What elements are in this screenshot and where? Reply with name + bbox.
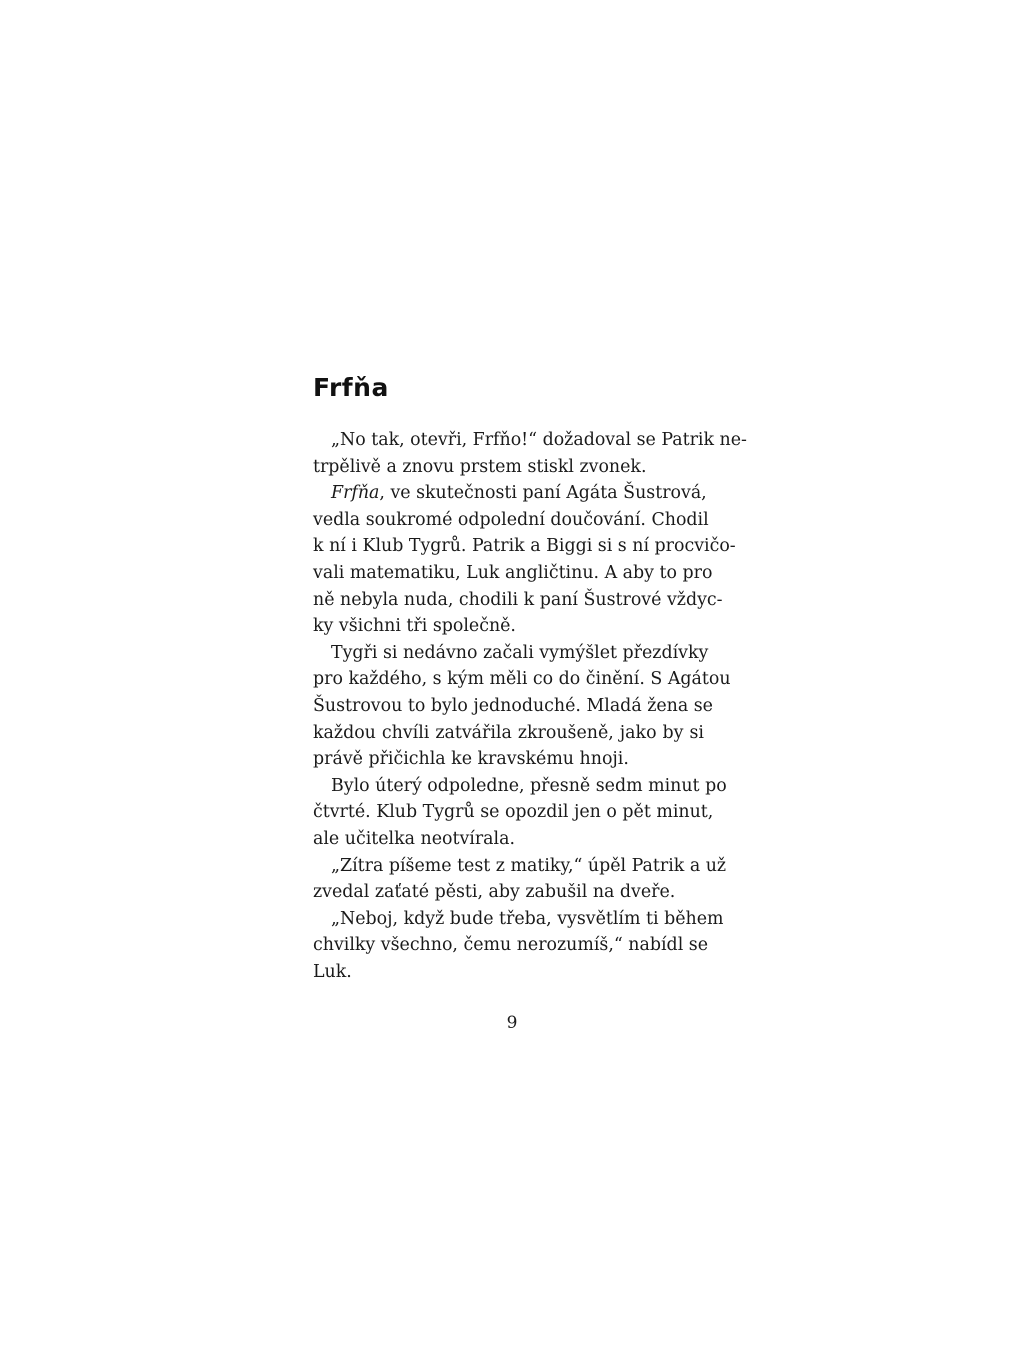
paragraph-5	[313, 853, 727, 906]
paragraph-1	[313, 427, 747, 480]
text-line: Luk.	[313, 961, 352, 982]
text-line: vali matematiku, Luk angličtinu. A aby to pro	[313, 562, 713, 583]
text-line: ky všichni tři společně.	[313, 616, 516, 637]
text-line: Tygři si nedávno začali vymýšlet přezdívky	[331, 642, 709, 663]
text-fragment: , ve skutečnosti paní Agáta Šustrová,	[379, 483, 707, 504]
paragraph-6	[313, 906, 724, 986]
text-line: pro každého, s kým měli co do činění. S Agátou	[313, 669, 731, 690]
text-line: „Zítra píšeme test z matiky,“ úpěl Patrik a už	[331, 855, 727, 876]
paragraph-3	[313, 640, 731, 773]
body-text	[313, 427, 747, 985]
text-line: k ní i Klub Tygrů. Patrik a Biggi si s ní procvičo-	[313, 536, 736, 557]
text-line: zvedal zaťaté pěsti, aby zabušil na dveře.	[313, 882, 676, 903]
chapter-title: Frfňa	[313, 373, 389, 402]
text-line: Bylo úterý odpoledne, přesně sedm minut po	[331, 775, 727, 796]
page-number: 9	[506, 1013, 518, 1033]
text-line: čtvrté. Klub Tygrů se opozdil jen o pět minut,	[313, 802, 714, 823]
text-line: „No tak, otevři, Frfňo!“ dožadoval se Patrik ne-	[331, 430, 747, 450]
text-line: chvilky všechno, čemu nerozumíš,“ nabídl se	[313, 935, 709, 956]
text-line: právě přičichla ke kravskému hnoji.	[313, 749, 629, 770]
text-line: ale učitelka neotvírala.	[313, 828, 516, 849]
text-line: trpělivě a znovu prstem stiskl zvonek.	[313, 456, 647, 477]
paragraph-2	[313, 480, 736, 640]
text-line	[313, 480, 707, 507]
paragraph-4	[313, 773, 727, 853]
text-line: „Neboj, když bude třeba, vysvětlím ti během	[331, 908, 724, 929]
text-line: ně nebyla nuda, chodili k paní Šustrové vždyc-	[313, 589, 723, 610]
text-line: Šustrovou to bylo jednoduché. Mladá žena se	[313, 695, 713, 716]
text-line: každou chvíli zatvářila zkroušeně, jako by si	[313, 722, 704, 743]
italic-nickname: Frfňa	[331, 483, 380, 504]
text-line: vedla soukromé odpolední doučování. Chodil	[313, 509, 709, 530]
